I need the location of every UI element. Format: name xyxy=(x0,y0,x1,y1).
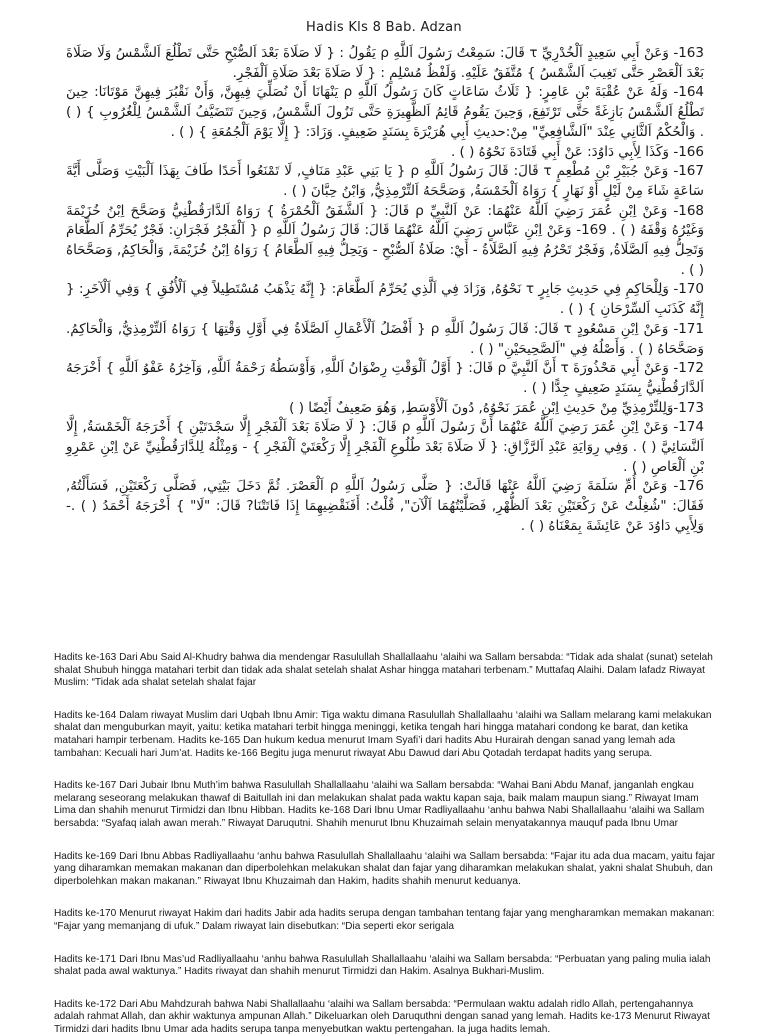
hadith-173-arabic: 173-وَلِلتِّرْمِذِيِّ مِنْ حَدِيثِ اِبْنِ عُمَرَ نَحْوُهُ, دُونَ اَلْأَوْسَطِ, وَهُوَ ضَعِيفٌ أَيْضًا ( ) xyxy=(289,399,704,416)
hadith-171-arabic: 171- وَعَنْ اِبْنِ مَسْعُودٍ τ قَالَ: قَالَ رَسُولُ اَللَّهِ ρ { أَفْضَلُ اَلْأَعْمَالِ اَلصَّلَاةُ فِي أَوَّلِ وَقْتِهَا } رَوَاهُ اَلتِّرْمِذِيُّ, وَالْحَاكِمُ. وَصَحَّحَاهُ ( ) . وَأَصْلُهُ فِي "اَلصَّحِيحَيْنِ" ( ) . xyxy=(66,320,704,357)
hadith-176-arabic: 176- وَعَنْ أُمِّ سَلَمَةَ رَضِيَ اَللَّهُ عَنْهَا قَالَتْ: { صَلَّى رَسُولُ اَللَّهِ ρ اَلْعَصْرَ. ثُمَّ دَخَلَ بَيْتِي, فَصَلَّى رَكْعَتَيْنِ, فَسَأَلْتُهُ, فَقَالَ: "شُغِلْتُ عَنْ رَكْعَتَيْنِ بَعْدَ اَلظُّهْرِ, فَصَلَّيْتُهُمَا اَلْآنَ", قُلْتُ: أَفَنَقْضِيهِمَا إِذَا فَاتَتْنَا? قَالَ: "لَا" } أَخْرَجَهُ أَحْمَدُ ( ) .- وَلِأَبِي دَاوُدَ عَنْ عَائِشَةَ بِمَعْنَاهُ ( ) . xyxy=(66,478,704,534)
arabic-text-block xyxy=(66,44,704,537)
translation-block xyxy=(54,652,722,1036)
hadith-167-arabic: 167- وَعَنْ جُبَيْرِ بْنِ مُطْعِمٍ τ قَالَ: قَالَ رَسُولُ اَللَّهِ ρ { يَا بَنِي عَبْدِ مَنَافٍ, لَا تَمْنَعُوا أَحَدًا طَافَ بِهَذَا اَلْبَيْتِ وَصَلَّى أَيَّةَ سَاعَةٍ شَاءَ مِنْ لَيْلٍ أَوْ نَهَارٍ } رَوَاهُ اَلْخَمْسَةُ, وَصَحَّحَهُ اَلتِّرْمِذِيُّ, وَابْنُ حِبَّانَ ( ) . xyxy=(66,163,704,199)
translation-paragraph: Hadits ke-171 Dari Ibnu Mas’ud Radliyallaahu ‘anhu bahwa Rasulullah Shallallaahu ‘alaihi wa Sallam bersabda: “Perbuatan yang paling mulia ialah shalat pada awal waktunya.” Hadits riwayat dan shahih menurut Tirmidzi dan Hakim. Asalnya Bukhari-Muslim. xyxy=(54,953,711,978)
page-title: Hadis Kls 8 Bab. Adzan xyxy=(306,20,462,35)
translation-paragraph: Hadits ke-167 Dari Jubair Ibnu Muth’im bahwa Rasulullah Shallallaahu ‘alaihi wa Sallam bersabda: “Wahai Bani Abdu Manaf, janganlah engkau melarang seseorang melakukan thawaf di Baitullah ini dan melakukan shalat pada waktu kapan saja, baik malam maupun siang.” Riwayat Imam Lima dan shahih menurut Tirmidzi dan Ibnu Hibban. Hadits ke-168 Dari Ibnu Umar Radliyallaahu ‘anhu bahwa Nabi Shallallaahu ‘alaihi wa Sallam bersabda: “Syafaq ialah awan merah.” Riwayat Daruqutni. Shahih menurut Ibnu Khuzaimah selain menyatakannya mauquf pada Ibnu Umar xyxy=(54,780,705,829)
translation-paragraph: Hadits ke-163 Dari Abu Said Al-Khudry bahwa dia mendengar Rasulullah Shallallaahu ‘alaihi wa Sallam bersabda: “Tidak ada shalat (sunat) setelah shalat Shubuh hingga matahari terbit dan tidak ada shalat setelah shalat Ashar hingga matahari terbenam.” Muttafaq Alaihi. Dalam lafadz Riwayat Muslim: “Tidak ada shalat setelah shalat fajar xyxy=(54,652,713,689)
translation-paragraph: Hadits ke-170 Menurut riwayat Hakim dari hadits Jabir ada hadits serupa dengan tambahan tentang fajar yang mengharamkan memakan makanan: “Fajar yang memanjang di ufuk.” Dalam riwayat lain disebutkan: “Dia seperti ekor serigala xyxy=(54,908,715,932)
hadith-166-arabic: 166- وَكَذَا لِأَبِي دَاوُدَ: عَنْ أَبِي قَتَادَةَ نَحْوُهُ ( ) . xyxy=(450,143,704,160)
hadith-170-arabic: 170- وَلِلْحَاكِمِ فِي حَدِيثِ جَابِرٍ τ نَحْوُهُ, وَزَادَ فِي اَلَّذِي يُحَرِّمُ اَلطَّعَامَ: { إِنَّهُ يَذْهَبُ مُسْتَطِيلاً فِي اَلْأُفُقِ } وَفِي اَلْآخَرِ: { إِنَّهُ كَذَنَبِ اَلسِّرْحَانِ } ( ) . xyxy=(66,281,704,318)
translation-paragraph: Hadits ke-169 Dari Ibnu Abbas Radliyallaahu ‘anhu bahwa Rasulullah Shallallaahu ‘alaihi wa Sallam bersabda: “Fajar itu ada dua macam, yaitu fajar yang diharamkan memakan makanan dan diperbolehkan melakukan shalat dan fajar yang diharamkan melakukan shalat, yakni shalat Shubuh, dan diperbolehkan makan makanan.” Riwayat Ibnu Khuzaimah dan Hakim, hadits shahih menurut keduanya. xyxy=(54,850,715,887)
hadith-174-arabic: 174- وَعَنْ اِبْنِ عُمَرَ رَضِيَ اَللَّهُ عَنْهُمَا أَنَّ رَسُولَ اَللَّهِ ρ قَالَ: { لَا صَلَاةَ بَعْدَ اَلْفَجْرِ إِلَّا سَجْدَتَيْنِ } أَخْرَجَهُ اَلْخَمْسَةُ, إِلَّا اَلنَّسَائِيَّ ( ) . وَفِي رِوَايَةِ عَبْدِ اَلرَّزَّاقِ: { لَا صَلَاةَ بَعْدَ طُلُوعِ اَلْفَجْرِ إِلَّا رَكْعَتَيْ اَلْفَجْرِ } - وَمِثْلُهُ لِلدَّارَقُطْنِيِّ عَنْ اِبْنِ عَمْرِوِ بْنِ اَلْعَاصِ ( ) . xyxy=(66,419,704,475)
translation-paragraph: Hadits ke-164 Dalam riwayat Muslim dari Uqbah Ibnu Amir: Tiga waktu dimana Rasulullah Shallallaahu ‘alaihi wa Sallam melarang kami melakukan shalat dan menguburkan mayit, yaitu: ketika matahari terbit hingga meninggi, ketika tengah hari hingga matahari condong ke barat, dan ketika matahari hampir terbenam. Hadits ke-165 Dan hukum kedua menurut Imam Syafi’i dari hadits Abu Hurairah dengan sanad yang lemah ada tambahan: Kecuali hari Jum’at. Hadits ke-166 Begitu juga menurut riwayat Abu Dawud dari Abu Qotadah terdapat hadits yang serupa. xyxy=(54,709,712,759)
hadith-164-arabic: 164- وَلَهُ عَنْ عُقْبَةَ بْنِ عَامِرٍ: { ثَلَاثُ سَاعَاتٍ كَانَ رَسُولُ اَللَّهِ ρ يَنْهَانَا أَنْ نُصَلِّيَ فِيهِنَّ, وَأَنْ نَقْبُرَ فِيهِنَّ مَوْتَانَا: حِينَ تَطْلُعُ اَلشَّمْسُ بَازِغَةً حَتَّى تَرْتَفِعَ, وَحِينَ يَقُومُ قَائِمُ اَلظَّهِيرَةِ حَتَّى تَزُولَ اَلشَّمْسُ, وَحِينَ تَتَضَيَّفُ اَلشَّمْسُ لِلْغُرُوبِ } ( ) . وَالْحُكْمُ اَلثَّانِي عِنْدَ "اَلشَّافِعِيِّ" مِنْ:حديثِ أَبِي هُرَيْرَةَ بِسَنَدٍ ضَعِيفٍ. وَزَادَ: { إِلَّا يَوْمَ اَلْجُمُعَةِ } ( ) . xyxy=(66,84,705,140)
hadith-163-arabic: 163- وَعَنْ أَبِي سَعِيدٍ اَلْخُدْرِيِّ τ قَالَ: سَمِعْتُ رَسُولَ اَللَّهِ ρ يَقُولُ : { لَا صَلَاةَ بَعْدَ اَلصُّبْحِ حَتَّى تَطْلُعَ اَلشَّمْسُ وَلَا صَلَاةَ بَعْدَ اَلْعَصْرِ حَتَّى تَغِيبَ اَلشَّمْسُ } مُتَّفَقٌ عَلَيْهِ. وَلَفْظُ مُسْلِمٍ : { لَا صَلَاةَ بَعْدَ صَلَاةِ اَلْفَجْرِ. xyxy=(66,45,704,81)
hadith-168-169-arabic: 168- وَعَنْ اِبْنِ عُمَرَ رَضِيَ اَللَّهُ عَنْهُمَا: عَنْ اَلنَّبِيِّ ρ قَالَ: { اَلشَّفَقُ اَلْحُمْرَةُ } رَوَاهُ اَلدَّارَقُطْنِيُّ وَصَحَّحَ اِبْنُ خُزَيْمَةَ وَغَيْرُهُ وَقْفَهُ ( ) . 169- وَعَنْ اِبْنِ عَبَّاسٍ رَضِيَ اَللَّهُ عَنْهُمَا قَالَ: قَالَ رَسُولُ اَللَّهِ ρ { اَلْفَجْرُ فَجْرَانِ: فَجْرٌ يُحَرِّمُ اَلطَّعَامَ وَتَحِلُّ فِيهِ اَلصَّلَاةُ, وَفَجْرٌ تَحْرُمُ فِيهِ اَلصَّلَاةُ - أَيْ: صَلَاةُ اَلصُّبْحِ - وَيَحِلُّ فِيهِ اَلطَّعَامُ } رَوَاهُ اِبْنُ خُزَيْمَةَ, وَالْحَاكِمُ, وَصَحَّحَاهُ ( ) . xyxy=(66,202,705,278)
hadith-172-arabic: 172- وَعَنْ أَبِي مَحْذُورَةَ τ أَنَّ اَلنَّبِيَّ ρ قَالَ: { أَوَّلُ اَلْوَقْتِ رِضْوَانُ اَللَّهِ, وَأَوْسَطُهُ رَحْمَةُ اَللَّهِ, وَآخِرُهُ عَفْوُ اَللَّهِ } أَخْرَجَهُ اَلدَّارَقُطْنِيُّ بِسَنَدٍ ضَعِيفٍ جِدًّا ( ) . xyxy=(66,360,704,396)
translation-paragraph: Hadits ke-172 Dari Abu Mahdzurah bahwa Nabi Shallallaahu ‘alaihi wa Sallam bersabda: “Permulaan waktu adalah ridlo Allah, pertengahannya adalah rahmat Allah, dan akhir waktunya ampunan Allah.” Dikeluarkan oleh Daruquthni dengan sanad yang lemah. Hadits ke-173 Menurut Riwayat Tirmidzi dari hadits Ibnu Umar ada hadits serupa tanpa menyebutkan waktu pertengahan. Ia juga hadits lemah. xyxy=(54,998,710,1035)
